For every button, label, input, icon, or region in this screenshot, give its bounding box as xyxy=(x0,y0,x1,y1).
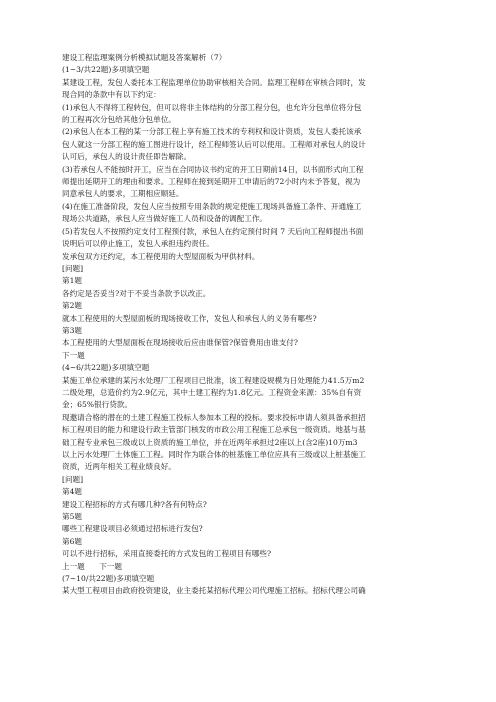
section-heading-3: (7~10/共22题)多项填空题 xyxy=(62,574,155,584)
paragraph-line: 现邀请合格的潜在的土建工程施工投标人参加本工程的投标。要求投标申请人须具备承担招 xyxy=(62,412,366,422)
note-line: 发承包双方还约定，本工程使用的大型屋面板为甲供材料。 xyxy=(62,251,260,261)
section-heading-1: (1~3/共22题)多项填空题 xyxy=(62,65,150,75)
question-text: 各约定是否妥当?对于不妥当条款予以改正。 xyxy=(62,288,211,298)
question-label: 第2题 xyxy=(62,301,83,311)
question-label: 第3题 xyxy=(62,325,83,335)
paragraph-line: 某大型工程项目由政府投资建设，业主委托某招标代理公司代理施工招标。招标代理公司确 xyxy=(62,586,366,596)
questions-tag: [问题] xyxy=(62,474,84,484)
paragraph-line: 础工程专业承包三级或以上资质的施工单位，并在近两年承担过2座以上(含2座)10万m3 xyxy=(62,437,358,447)
question-label: 第6题 xyxy=(62,536,83,546)
paragraph-line: 某施工单位承建的某污水处理厂工程项目已批准，该工程建设规模为日处理能力41.5万m2 xyxy=(62,375,365,385)
questions-tag: [问题] xyxy=(62,263,84,273)
next-question-link[interactable]: 下一题 xyxy=(62,350,85,360)
question-label: 第4题 xyxy=(62,487,83,497)
document-page xyxy=(62,52,444,598)
document-title: 建设工程监理案例分析模拟试题及答案解析（7） xyxy=(62,53,227,62)
clause-line: 认可后，承包人的设计责任即告解除。 xyxy=(62,152,192,162)
clause-line: 现场公共道路，承包人应当做好施工人员和设备的调配工作。 xyxy=(62,214,268,224)
question-text: 哪些工程建设项目必须通过招标进行发包? xyxy=(62,524,203,534)
clause-line: (3)若承包人不能按时开工，应当在合同协议书约定的开工日期前14日，以书面形式向工程 xyxy=(62,164,364,174)
paragraph-line: 以上污水处理厂土体施工工程。同时作为联合体的桩基施工单位应具有三级或以上桩基施工 xyxy=(62,450,366,459)
next-question-link[interactable]: 下一题 xyxy=(99,561,122,571)
question-text: 就本工程使用的大型屋面板的现场接收工作，发包人和承包人的义务有哪些? xyxy=(62,313,317,323)
question-label: 第5题 xyxy=(62,512,83,522)
clause-line: (4)在施工准备阶段，发包人应当按照专用条款的规定使施工现场具备施工条件、开通施工 xyxy=(62,201,362,211)
clause-line: 的工程再次分包给其他分包单位。 xyxy=(62,115,176,125)
paragraph-line: 标工程项目的能力和建设行政主管部门核发的市政公用工程施工总承包一级资质。地基与基 xyxy=(62,425,366,435)
paragraph-line: 资质，近两年相关工程业绩良好。 xyxy=(62,462,176,472)
clause-line: (5)若发包人不按照约定支付工程预付款，承包人在约定预付时间 7 天后向工程师提出书面 xyxy=(62,226,364,236)
question-label: 第1题 xyxy=(62,276,83,286)
paragraph-line: 二级处理，总造价约为2.9亿元，其中土建工程约为1.8亿元。工程资金来源：35%自有资 xyxy=(62,387,362,397)
section-heading-2: (4~6/共22题)多项填空题 xyxy=(62,363,150,373)
nav-row xyxy=(62,350,444,362)
clause-line: (2)承包人在本工程的某一分部工程上享有施工技术的专利权和设计资质，发包人委托该承 xyxy=(62,127,362,137)
clause-line: 包人就这一分部工程的施工图进行设计，经工程师签认后可以使用。工程师对承包人的设计 xyxy=(62,139,366,149)
question-text: 本工程使用的大型屋面板在现场接收后应由谁保管?保管费用由谁支付? xyxy=(62,338,298,348)
question-text: 可以不进行招标，采用直接委托的方式发包的工程项目有哪些? xyxy=(62,549,272,559)
clause-line: 同意承包人的要求，工期相应顺延。 xyxy=(62,189,184,199)
question-text: 建设工程招标的方式有哪几种?各有何特点? xyxy=(62,499,207,509)
paragraph-line: 金；65%银行贷款。 xyxy=(62,400,133,410)
prev-question-link[interactable]: 上一题 xyxy=(62,561,85,571)
intro-line: 现合同的条款中有以下约定： xyxy=(62,90,161,100)
intro-line: 某建设工程，发包人委托本工程监理单位协助审核相关合同。监理工程师在审核合同时，发 xyxy=(62,77,366,87)
nav-row xyxy=(62,561,444,573)
clause-line: (1)承包人不得将工程转包，但可以将非主体结构的分部工程分包，也允许分包单位将分包 xyxy=(62,102,362,112)
clause-line: 师提出延期开工的理由和要求。工程师在接到延期开工申请后的72小时内未予答复，视为 xyxy=(62,177,361,187)
clause-line: 说明后可以停止施工，发包人承担违约责任。 xyxy=(62,239,214,249)
